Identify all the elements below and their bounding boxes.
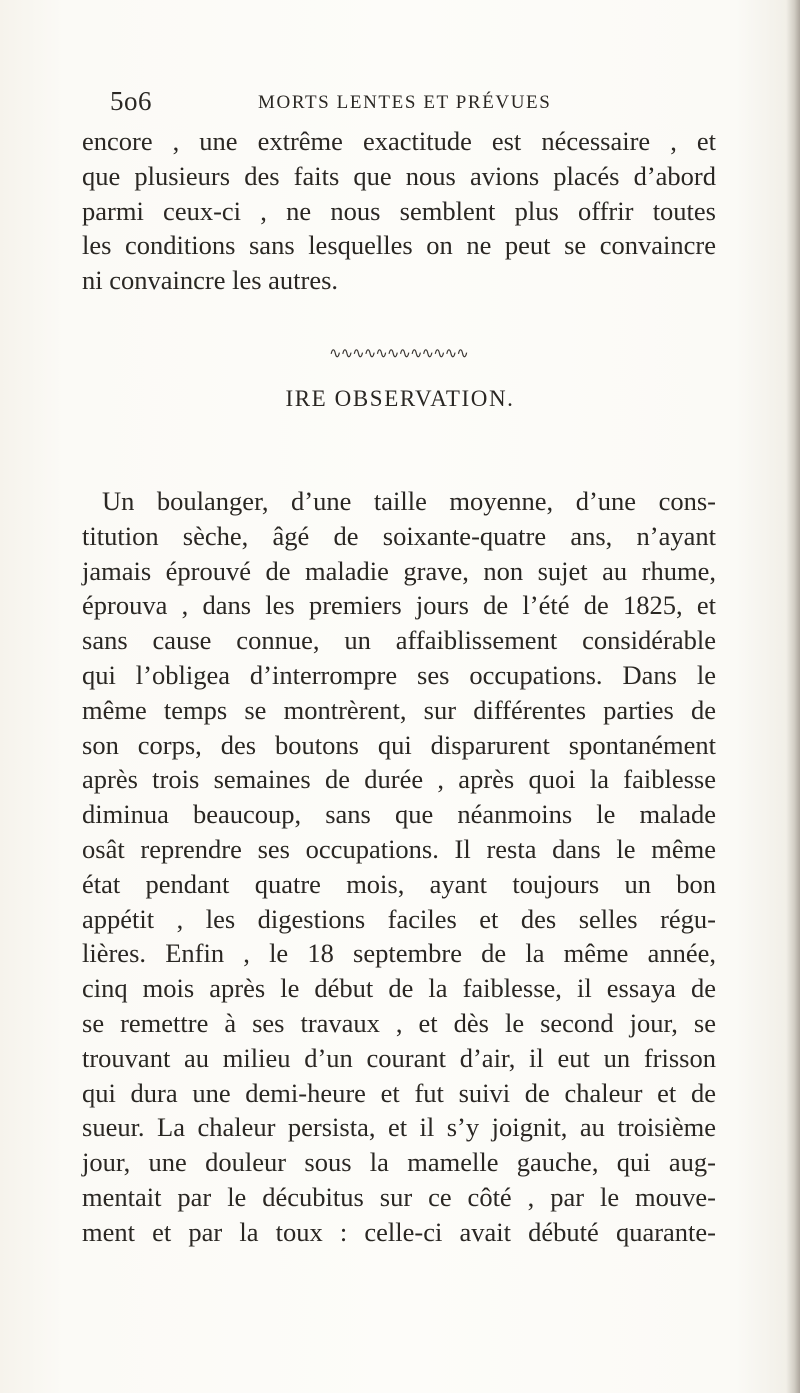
text-line: diminua beaucoup, sans que néanmoins le malade xyxy=(82,799,716,830)
text-line: ment et par la toux : celle-ci avait débuté quarante- xyxy=(82,1216,716,1247)
text-line: se remettre à ses travaux , et dès le second jour, se xyxy=(82,1007,716,1038)
paragraph-top xyxy=(82,124,716,298)
text-line: titution sèche, âgé de soixante-quatre ans, n’ayant xyxy=(82,520,716,551)
text-line: osât reprendre ses occupations. Il resta dans le même xyxy=(82,833,716,864)
text-line: cinq mois après le début de la faiblesse, il essaya de xyxy=(82,973,716,1004)
text-line: même temps se montrèrent, sur différentes parties de xyxy=(82,694,716,725)
text-line: que plusieurs des faits que nous avions placés d’abord xyxy=(82,160,716,191)
page-edge-shadow xyxy=(786,0,800,1393)
paragraph-observation xyxy=(82,484,716,1250)
text-line: son corps, des boutons qui disparurent spontanément xyxy=(82,729,716,760)
section-ornament: ∿∿∿∿∿∿∿∿∿∿∿∿ xyxy=(329,346,468,362)
text-line: après trois semaines de durée , après quoi la faiblesse xyxy=(82,764,716,795)
text-line: qui l’obligea d’interrompre ses occupations. Dans le xyxy=(82,659,716,690)
text-line: lières. Enfin , le 18 septembre de la même année, xyxy=(82,938,716,969)
text-line: jour, une douleur sous la mamelle gauche, qui aug- xyxy=(82,1147,716,1178)
text-line: jamais éprouvé de maladie grave, non sujet au rhume, xyxy=(82,555,716,586)
text-line: parmi ceux-ci , ne nous semblent plus offrir toutes xyxy=(82,195,716,226)
running-title: MORTS LENTES ET PRÉVUES xyxy=(258,92,552,113)
text-line: sans cause connue, un affaiblissement considérable xyxy=(82,625,716,656)
text-line: Un boulanger, d’une taille moyenne, d’une cons- xyxy=(102,486,716,516)
page-number: 5o6 xyxy=(110,86,152,116)
section-title: IRE OBSERVATION. xyxy=(285,386,515,411)
text-line: trouvant au milieu d’un courant d’air, il eut un frisson xyxy=(82,1042,716,1073)
page-header xyxy=(110,86,710,126)
text-line: les conditions sans lesquelles on ne peut se convaincre xyxy=(82,230,716,261)
text-line: encore , une extrême exactitude est nécessaire , et xyxy=(82,126,716,156)
text-line: éprouva , dans les premiers jours de l’été de 1825, et xyxy=(82,590,716,621)
text-line: sueur. La chaleur persista, et il s’y joignit, au troisième xyxy=(82,1112,716,1143)
text-line: qui dura une demi-heure et fut suivi de chaleur et de xyxy=(82,1077,716,1108)
text-line: mentait par le décubitus sur ce côté , par le mouve- xyxy=(82,1181,716,1212)
text-line: ni convaincre les autres. xyxy=(82,265,339,296)
text-line: appétit , les digestions faciles et des selles régu- xyxy=(82,903,716,934)
text-line: état pendant quatre mois, ayant toujours un bon xyxy=(82,868,716,899)
